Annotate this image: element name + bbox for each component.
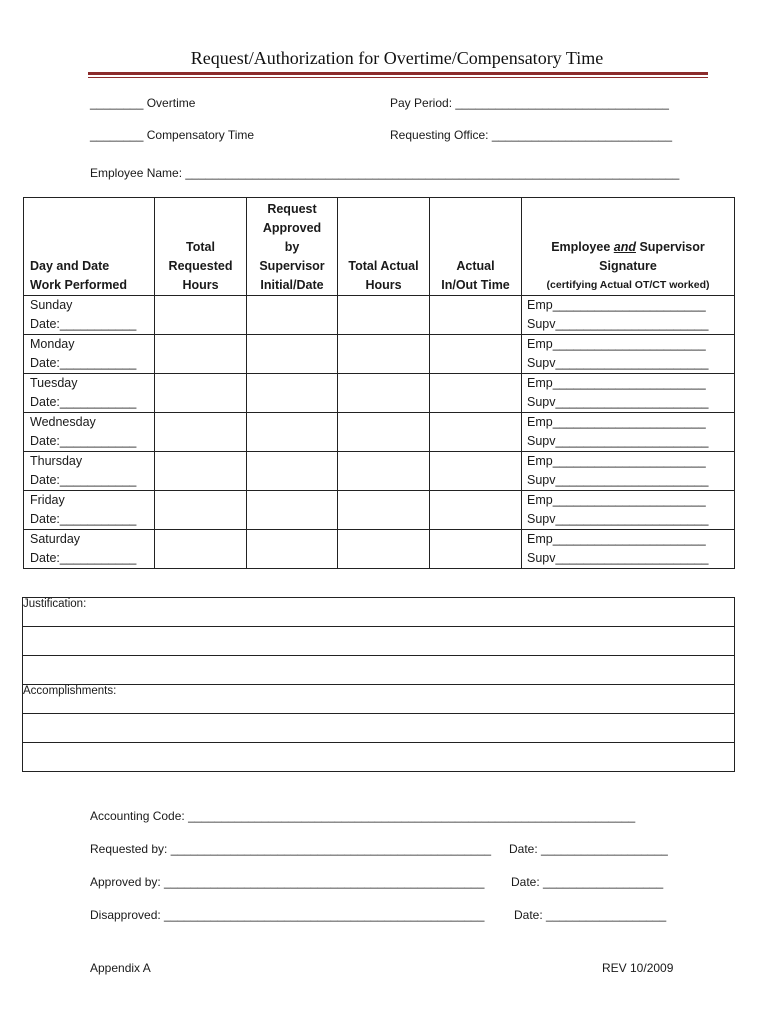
- employee-signature-line[interactable]: Emp______________________: [527, 532, 706, 546]
- accounting-code-field[interactable]: Accounting Code: ___________________________________________________________________: [90, 809, 636, 823]
- supervisor-approval-cell[interactable]: [247, 296, 338, 335]
- justification-label[interactable]: Justification:: [23, 598, 735, 627]
- supervisor-signature-line[interactable]: Supv______________________: [527, 473, 709, 487]
- header-total-actual-line1: Total Actual: [348, 259, 419, 273]
- header-request-approved-line3: by: [284, 240, 300, 254]
- table-row: [24, 335, 735, 374]
- actual-inout-time-cell[interactable]: [430, 335, 522, 374]
- header-day-line1: Day and Date: [30, 259, 110, 273]
- header-signature-line2: Signature: [599, 259, 657, 273]
- header-signature-post: Supervisor: [635, 240, 705, 254]
- justification-table: [22, 597, 735, 772]
- employee-signature-line[interactable]: Emp______________________: [527, 415, 706, 429]
- supervisor-approval-cell[interactable]: [247, 530, 338, 569]
- day-date-cell[interactable]: [24, 296, 155, 335]
- accomplishments-line[interactable]: [23, 743, 735, 772]
- total-actual-hours-cell[interactable]: [338, 452, 430, 491]
- approved-by-field[interactable]: Approved by: ________________________________________________: [90, 875, 485, 889]
- signature-cell[interactable]: [522, 296, 735, 335]
- signature-cell[interactable]: [522, 335, 735, 374]
- date-field[interactable]: Date:___________: [30, 317, 137, 331]
- form-title: Request/Authorization for Overtime/Compensatory Time: [190, 48, 604, 68]
- overtime-field[interactable]: ________ Overtime: [90, 96, 196, 110]
- header-total-requested-line2: Requested: [168, 259, 233, 273]
- header-signature-pre: Employee: [551, 240, 614, 254]
- employee-signature-line[interactable]: Emp______________________: [527, 454, 706, 468]
- date-field[interactable]: Date:___________: [30, 395, 137, 409]
- table-row: [24, 296, 735, 335]
- day-date-cell[interactable]: [24, 530, 155, 569]
- header-request-approved-line2: Approved: [262, 221, 322, 235]
- day-date-cell[interactable]: [24, 374, 155, 413]
- actual-inout-time-cell[interactable]: [430, 530, 522, 569]
- employee-signature-line[interactable]: Emp______________________: [527, 337, 706, 351]
- supervisor-approval-cell[interactable]: [247, 374, 338, 413]
- appendix-label: Appendix A: [90, 961, 151, 975]
- employee-name-field[interactable]: Employee Name: __________________________________________________________________________: [90, 166, 680, 180]
- day-name: Thursday: [30, 454, 83, 468]
- header-actual-inout-line1: Actual: [456, 259, 495, 273]
- table-row: [24, 413, 735, 452]
- day-date-cell[interactable]: [24, 452, 155, 491]
- employee-signature-line[interactable]: Emp______________________: [527, 493, 706, 507]
- header-signature-and: and: [613, 240, 636, 254]
- actual-inout-time-cell[interactable]: [430, 413, 522, 452]
- day-date-cell[interactable]: [24, 491, 155, 530]
- supervisor-approval-cell[interactable]: [247, 413, 338, 452]
- total-requested-hours-cell[interactable]: [155, 374, 247, 413]
- header-day-date: [24, 198, 155, 296]
- date-field[interactable]: Date:___________: [30, 473, 137, 487]
- header-signature-sub: (certifying Actual OT/CT worked): [546, 279, 710, 291]
- date-field[interactable]: Date:___________: [30, 434, 137, 448]
- header-request-approved: [247, 198, 338, 296]
- header-total-requested: [155, 198, 247, 296]
- disapproved-date-field[interactable]: Date: __________________: [514, 908, 667, 922]
- date-field[interactable]: Date:___________: [30, 551, 137, 565]
- supervisor-signature-line[interactable]: Supv______________________: [527, 434, 709, 448]
- day-name: Sunday: [30, 298, 73, 312]
- signature-cell[interactable]: [522, 452, 735, 491]
- accomplishments-line[interactable]: [23, 714, 735, 743]
- signature-cell[interactable]: [522, 491, 735, 530]
- total-requested-hours-cell[interactable]: [155, 296, 247, 335]
- compensatory-time-field[interactable]: ________ Compensatory Time: [90, 128, 255, 142]
- total-requested-hours-cell[interactable]: [155, 530, 247, 569]
- title-rule-thin: [88, 77, 708, 78]
- total-requested-hours-cell[interactable]: [155, 413, 247, 452]
- header-day-line2: Work Performed: [30, 278, 128, 292]
- table-row: [24, 374, 735, 413]
- header-request-approved-line5: Initial/Date: [260, 278, 324, 292]
- title-rule-thick: [88, 72, 708, 75]
- supervisor-approval-cell[interactable]: [247, 491, 338, 530]
- header-total-requested-line3: Hours: [182, 278, 219, 292]
- header-request-approved-line4: Supervisor: [259, 259, 325, 273]
- header-total-actual-line2: Hours: [365, 278, 402, 292]
- supervisor-signature-line[interactable]: Supv______________________: [527, 317, 709, 331]
- total-requested-hours-cell[interactable]: [155, 491, 247, 530]
- actual-inout-time-cell[interactable]: [430, 452, 522, 491]
- day-date-cell[interactable]: [24, 413, 155, 452]
- date-field[interactable]: Date:___________: [30, 512, 137, 526]
- total-actual-hours-cell[interactable]: [338, 335, 430, 374]
- actual-inout-time-cell[interactable]: [430, 374, 522, 413]
- header-request-approved-line1: Request: [267, 202, 317, 216]
- supervisor-signature-line[interactable]: Supv______________________: [527, 551, 709, 565]
- employee-signature-line[interactable]: Emp______________________: [527, 298, 706, 312]
- revision-label: REV 10/2009: [602, 961, 674, 975]
- employee-signature-line[interactable]: Emp______________________: [527, 376, 706, 390]
- weekly-hours-table: [23, 197, 735, 569]
- table-row: [24, 452, 735, 491]
- requesting-office-field[interactable]: Requesting Office: ___________________________: [390, 128, 673, 142]
- requested-by-field[interactable]: Requested by: ________________________________________________: [90, 842, 492, 856]
- approved-date-field[interactable]: Date: __________________: [511, 875, 664, 889]
- date-field[interactable]: Date:___________: [30, 356, 137, 370]
- supervisor-approval-cell[interactable]: [247, 335, 338, 374]
- header-total-requested-line1: Total: [186, 240, 215, 254]
- supervisor-approval-cell[interactable]: [247, 452, 338, 491]
- requested-date-field[interactable]: Date: ___________________: [509, 842, 668, 856]
- signature-cell[interactable]: [522, 413, 735, 452]
- total-actual-hours-cell[interactable]: [338, 491, 430, 530]
- table-row: [24, 491, 735, 530]
- supervisor-signature-line[interactable]: Supv______________________: [527, 512, 709, 526]
- accomplishments-label[interactable]: Accomplishments:: [23, 685, 735, 714]
- total-actual-hours-cell[interactable]: [338, 296, 430, 335]
- table-header-row: [24, 198, 735, 296]
- header-actual-inout: [430, 198, 522, 296]
- day-name: Wednesday: [30, 415, 96, 429]
- header-signature: [522, 198, 735, 296]
- total-actual-hours-cell[interactable]: [338, 374, 430, 413]
- day-name: Friday: [30, 493, 65, 507]
- supervisor-signature-line[interactable]: Supv______________________: [527, 395, 709, 409]
- total-actual-hours-cell[interactable]: [338, 530, 430, 569]
- signature-cell[interactable]: [522, 374, 735, 413]
- total-requested-hours-cell[interactable]: [155, 335, 247, 374]
- day-name: Saturday: [30, 532, 81, 546]
- actual-inout-time-cell[interactable]: [430, 296, 522, 335]
- table-row: [24, 530, 735, 569]
- supervisor-signature-line[interactable]: Supv______________________: [527, 356, 709, 370]
- day-name: Tuesday: [30, 376, 78, 390]
- pay-period-field[interactable]: Pay Period: ________________________________: [390, 96, 669, 110]
- header-total-actual: [338, 198, 430, 296]
- justification-line[interactable]: [23, 656, 735, 685]
- total-requested-hours-cell[interactable]: [155, 452, 247, 491]
- header-actual-inout-line2: In/Out Time: [441, 278, 510, 292]
- total-actual-hours-cell[interactable]: [338, 413, 430, 452]
- actual-inout-time-cell[interactable]: [430, 491, 522, 530]
- signature-cell[interactable]: [522, 530, 735, 569]
- disapproved-field[interactable]: Disapproved: ________________________________________________: [90, 908, 485, 922]
- day-name: Monday: [30, 337, 75, 351]
- justification-line[interactable]: [23, 627, 735, 656]
- day-date-cell[interactable]: [24, 335, 155, 374]
